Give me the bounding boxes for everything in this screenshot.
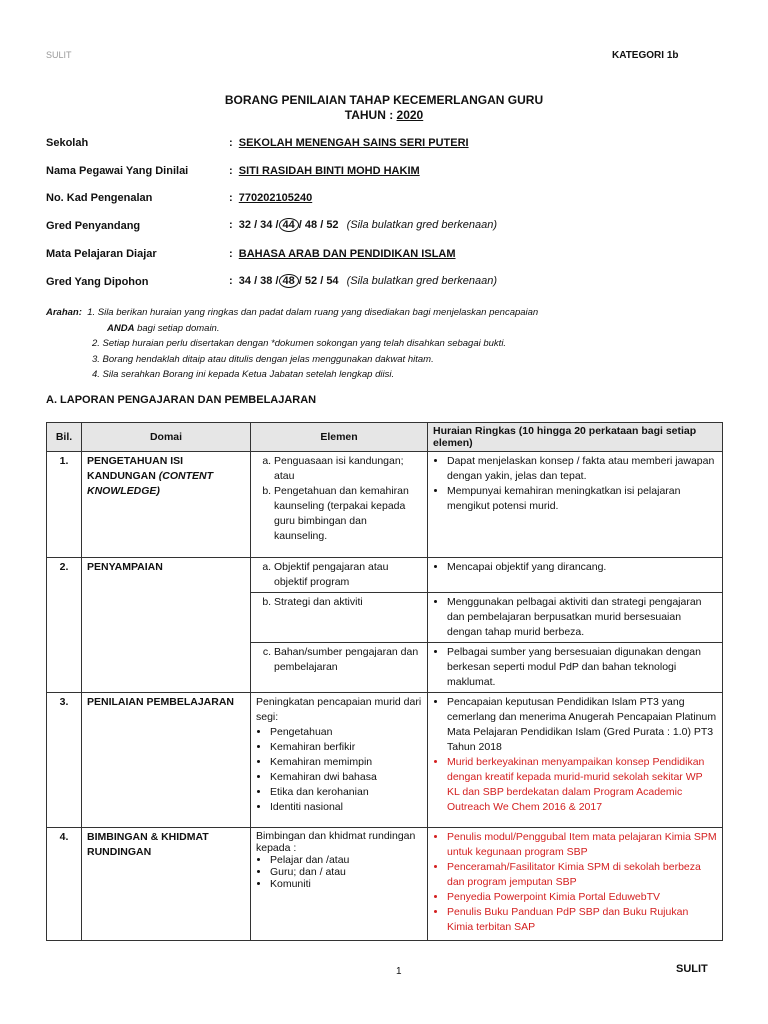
text: 770202105240: [238, 192, 313, 204]
table-cell: [251, 693, 428, 828]
table-cell: [428, 828, 723, 941]
list-item: • Identiti nasional: [270, 800, 422, 815]
list-item: • Pencapaian keputusan Pendidikan Islam PT3 yang cemerlang dan menerima Anugerah Pencapaian Platinum Mata Pelajaran Pendidikan Islam (Gred Purata : 1.0) PT3 Tahun 2018: [447, 695, 717, 755]
list-item: • Pelbagai sumber yang bersesuaian digunakan dengan berkesan seperti modul PdP dan bahan teknologi maklumat.: [447, 645, 717, 690]
text: [46, 321, 538, 337]
table-row: [47, 693, 723, 828]
table-cell: 2.: [47, 558, 82, 693]
text: [433, 595, 717, 640]
page-number: 1: [396, 966, 402, 977]
table-cell: BIMBINGAN & KHIDMAT RUNDINGAN: [82, 828, 251, 941]
text: Peningkatan pencapaian murid dari segi:: [256, 696, 422, 723]
field-value: : 770202105240: [229, 192, 313, 204]
list-item: • Dapat menjelaskan konsep / fakta atau memberi jawapan dengan yakin, jelas dan tepat.: [447, 454, 717, 484]
field-value: : SITI RASIDAH BINTI MOHD HAKIM: [229, 165, 420, 177]
field-label: Nama Pegawai Yang Dinilai: [46, 165, 189, 177]
list-item: c. Bahan/sumber pengajaran dan pembelajaran: [274, 645, 422, 675]
field-value: : BAHASA ARAB DAN PENDIDIKAN ISLAM: [229, 248, 456, 260]
text: (CONTENT KNOWLEDGE): [87, 470, 213, 497]
grade-selection: : 32 / 34 / 44 / 48 / 52 (Sila bulatkan gred berkenaan): [229, 219, 497, 231]
list-item: a. Objektif pengajaran atau objektif program: [274, 560, 422, 590]
text: (Sila bulatkan gred berkenaan): [346, 275, 497, 287]
table-cell: 4.: [47, 828, 82, 941]
header-category: KATEGORI 1b: [612, 50, 679, 61]
field-label: Sekolah: [46, 137, 89, 149]
footer-classification: SULIT: [676, 963, 708, 975]
list-item: • Murid berkeyakinan menyampaikan konsep Pendidikan dengan kreatif kepada murid-murid sekolah sekitar WP KL dan SBP berdekatan dalam Program Academic Outreach We Chem 2016 & 2017: [447, 755, 717, 815]
text: [47, 423, 723, 941]
table-row: [47, 828, 723, 941]
table-row: [47, 558, 723, 593]
text: / 52 / 54: [298, 275, 339, 287]
list-item: • Kemahiran dwi bahasa: [270, 770, 422, 785]
year-value: 2020: [396, 108, 424, 122]
list-item: • Kemahiran berfikir: [270, 740, 422, 755]
text: 34 / 38 /: [238, 275, 279, 287]
table-cell: [251, 828, 428, 941]
table-row: [47, 452, 723, 558]
text: / 48 / 52: [298, 219, 339, 231]
text: [433, 645, 717, 690]
text: PENGETAHUAN ISI KANDUNGAN: [87, 455, 184, 482]
table-cell: [251, 593, 428, 643]
text: BAHASA ARAB DAN PENDIDIKAN ISLAM: [238, 248, 456, 260]
text: ANDA: [107, 322, 135, 334]
circled-grade: 48: [279, 274, 299, 288]
table-cell: 3.: [47, 693, 82, 828]
assessment-table: [46, 422, 723, 941]
list-item: • Kemahiran memimpin: [270, 755, 422, 770]
text: [433, 454, 717, 514]
table-cell: Huraian Ringkas (10 hingga 20 perkataan bagi setiap elemen): [428, 423, 723, 452]
text: 2. Setiap huraian perlu disertakan dengan *dokumen sokongan yang telah disahkan sebagai bukti.: [92, 338, 507, 349]
table-cell: [251, 452, 428, 558]
text: [256, 645, 422, 675]
text: bagi setiap domain.: [137, 322, 220, 334]
list-item: • Pelajar dan /atau: [270, 854, 422, 866]
text: [256, 854, 422, 890]
field-label: Mata Pelajaran Diajar: [46, 248, 157, 260]
form-year: [0, 108, 768, 122]
table-cell: [428, 593, 723, 643]
table-header-row: [47, 423, 723, 452]
list-item: • Mempunyai kemahiran meningkatkan isi pelajaran mengikut potensi murid.: [447, 484, 717, 514]
list-item: a. Penguasaan isi kandungan; atau: [274, 454, 422, 484]
table-cell: Domai: [82, 423, 251, 452]
instructions: [46, 305, 538, 383]
list-item: • Menggunakan pelbagai aktiviti dan strategi pengajaran dan pembelajaran berpusatkan murid bersesuaian dengan tahap murid berbeza.: [447, 595, 717, 640]
text: [256, 560, 422, 590]
table-cell: [251, 643, 428, 693]
text: (Sila bulatkan gred berkenaan): [346, 219, 497, 231]
text: SITI RASIDAH BINTI MOHD HAKIM: [238, 165, 420, 177]
table-cell: Bil.: [47, 423, 82, 452]
list-item: • Penulis Buku Panduan PdP SBP dan Buku Rujukan Kimia terbitan SAP: [447, 905, 717, 935]
field-value: : SEKOLAH MENENGAH SAINS SERI PUTERI: [229, 137, 469, 149]
circled-grade: 44: [279, 218, 299, 232]
field-label: Gred Penyandang: [46, 220, 141, 232]
table-cell: [428, 693, 723, 828]
text: [46, 305, 538, 321]
list-item: • Penceramah/Fasilitator Kimia SPM di sekolah berbeza dan program jemputan SBP: [447, 860, 717, 890]
table-cell: [428, 452, 723, 558]
text: [256, 595, 422, 610]
table-cell: [251, 558, 428, 593]
grade-selection: : 34 / 38 / 48 / 52 / 54 (Sila bulatkan gred berkenaan): [229, 275, 497, 287]
list-item: b. Strategi dan aktiviti: [274, 595, 422, 610]
table-cell: [82, 452, 251, 558]
list-item: • Komuniti: [270, 878, 422, 890]
text: 4. Sila serahkan Borang ini kepada Ketua Jabatan setelah lengkap diisi.: [92, 369, 395, 380]
text: [256, 454, 422, 544]
year-label: TAHUN :: [344, 108, 397, 122]
list-item: • Guru; dan / atau: [270, 866, 422, 878]
table-cell: [428, 558, 723, 593]
text: 3. Borang hendaklah ditaip atau ditulis dengan jelas menggunakan dakwat hitam.: [92, 353, 434, 365]
form-title: BORANG PENILAIAN TAHAP KECEMERLANGAN GURU: [224, 93, 544, 107]
text: SEKOLAH MENENGAH SAINS SERI PUTERI: [238, 137, 469, 149]
section-heading: A. LAPORAN PENGAJARAN DAN PEMBELAJARAN: [46, 394, 317, 406]
table-cell: Elemen: [251, 423, 428, 452]
field-label: No. Kad Pengenalan: [46, 192, 153, 204]
text: 32 / 34 /: [238, 219, 279, 231]
list-item: • Etika dan kerohanian: [270, 785, 422, 800]
field-label: Gred Yang Dipohon: [46, 276, 149, 288]
text: [256, 725, 422, 815]
table-cell: PENYAMPAIAN: [82, 558, 251, 693]
list-item: • Penyedia Powerpoint Kimia Portal EduwebTV: [447, 890, 717, 905]
text: [433, 560, 717, 575]
text: [433, 830, 717, 935]
table-cell: 1.: [47, 452, 82, 558]
list-item: • Penulis modul/Penggubal Item mata pelajaran Kimia SPM untuk kegunaan program SBP: [447, 830, 717, 860]
text: Arahan:: [46, 307, 82, 318]
header-classification: SULIT: [46, 50, 72, 60]
text: 1. Sila berikan huraian yang ringkas dan padat dalam ruang yang disediakan bagi menjelaskan pencapaian: [87, 307, 539, 318]
table-cell: PENILAIAN PEMBELAJARAN: [82, 693, 251, 828]
text: [433, 695, 717, 815]
list-item: b. Pengetahuan dan kemahiran kaunseling (terpakai kepada guru bimbingan dan kaunseling.: [274, 484, 422, 544]
text: Bimbingan dan khidmat rundingan kepada :: [256, 830, 416, 854]
list-item: • Pengetahuan: [270, 725, 422, 740]
table-cell: [428, 643, 723, 693]
list-item: • Mencapai objektif yang dirancang.: [447, 560, 717, 575]
